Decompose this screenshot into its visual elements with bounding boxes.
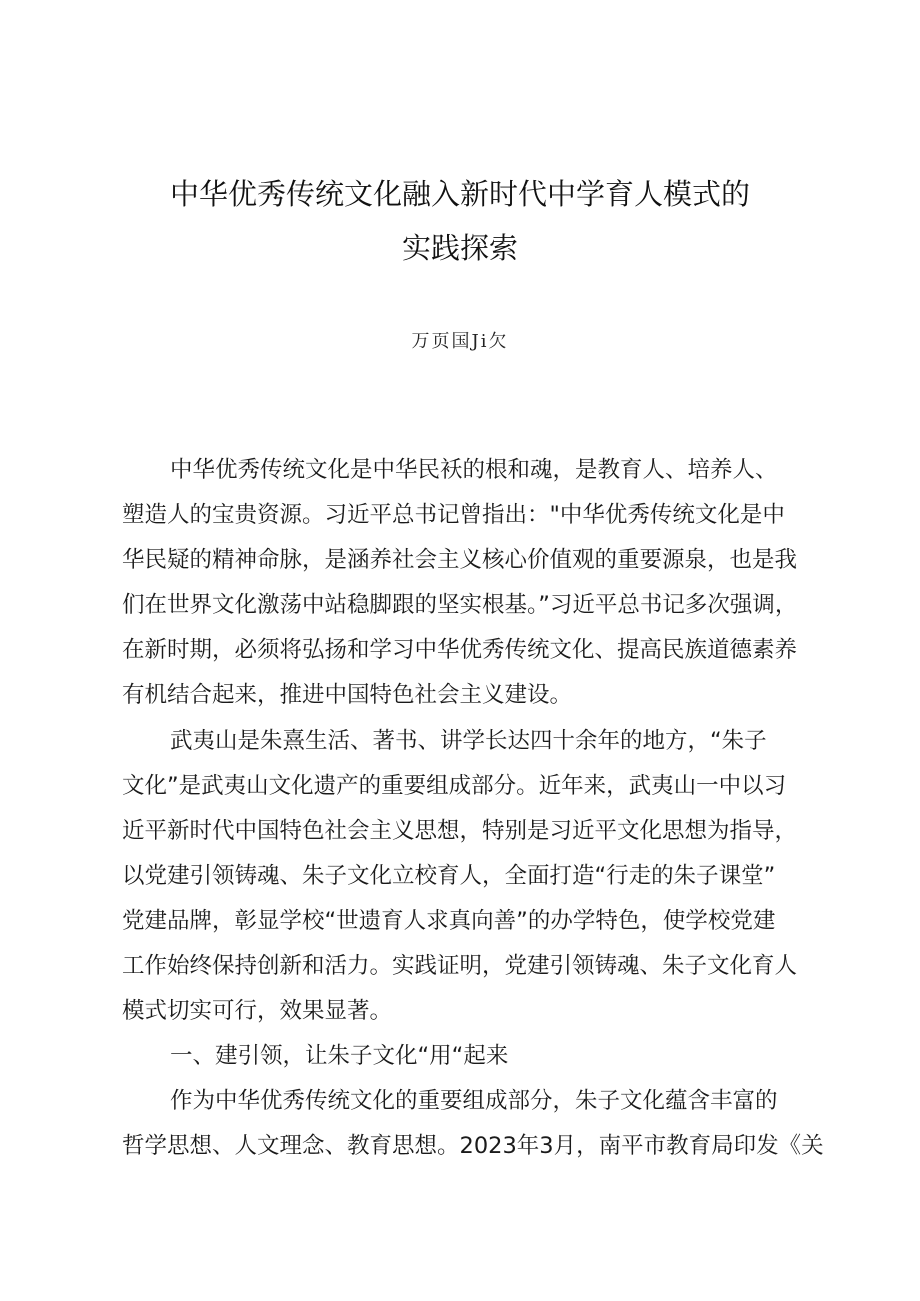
document-title-line-1: 中华优秀传统文化融入新时代中学育人模式的 <box>169 177 750 211</box>
paragraph-line: 党建品牌，彰显学校“世遗育人求真向善”的办学特色，使学校党建 <box>122 908 776 934</box>
paragraph-line: 文化”是武夷山文化遗产的重要组成部分。近年来，武夷山一中以习 <box>122 773 787 799</box>
paragraph-line: 塑造人的宝贵资源。习近平总书记曾指出："中华优秀传统文化是中 <box>122 502 785 528</box>
paragraph-line: 作为中华优秀传统文化的重要组成部分，朱子文化蕴含丰富的 <box>170 1088 778 1114</box>
document-title-line-2: 实践探索 <box>401 231 518 265</box>
paragraph-line: 们在世界文化激荡中站稳脚跟的坚实根基。”习近平总书记多次强调， <box>122 592 798 618</box>
paragraph-line: 工作始终保持创新和活力。实践证明，党建引领铸魂、朱子文化育人 <box>122 953 798 979</box>
paragraph-line: 中华优秀传统文化是中华民袄的根和魂，是教育人、培养人、 <box>170 457 778 483</box>
paragraph-line: 华民疑的精神命脉，是涵养社会主义核心价值观的重要源泉，也是我 <box>122 547 798 573</box>
paragraph-line: 近平新时代中国特色社会主义思想，特别是习近平文化思想为指导， <box>122 818 798 844</box>
paragraph-line: 武夷山是朱熹生活、著书、讲学长达四十余年的地方，“朱子 <box>170 728 767 754</box>
paragraph-line: 哲学思想、人文理念、教育思想。2023年3月，南平市教育局印发《关 <box>122 1133 824 1159</box>
paragraph-line: 以党建引领铸魂、朱子文化立校育人，全面打造“行走的朱子课堂” <box>122 863 776 889</box>
section-heading: 一、建引领，让朱子文化“用“起来 <box>170 1043 509 1069</box>
paragraph-line: 有机结合起来，推进中国特色社会主义建设。 <box>122 682 573 708</box>
document-author: 万页国Ji欠 <box>411 331 509 352</box>
paragraph-line: 模式切实可行，效果显著。 <box>122 998 393 1024</box>
paragraph-line: 在新时期，必须将弘扬和学习中华优秀传统文化、提高民族道德素养 <box>122 637 798 663</box>
